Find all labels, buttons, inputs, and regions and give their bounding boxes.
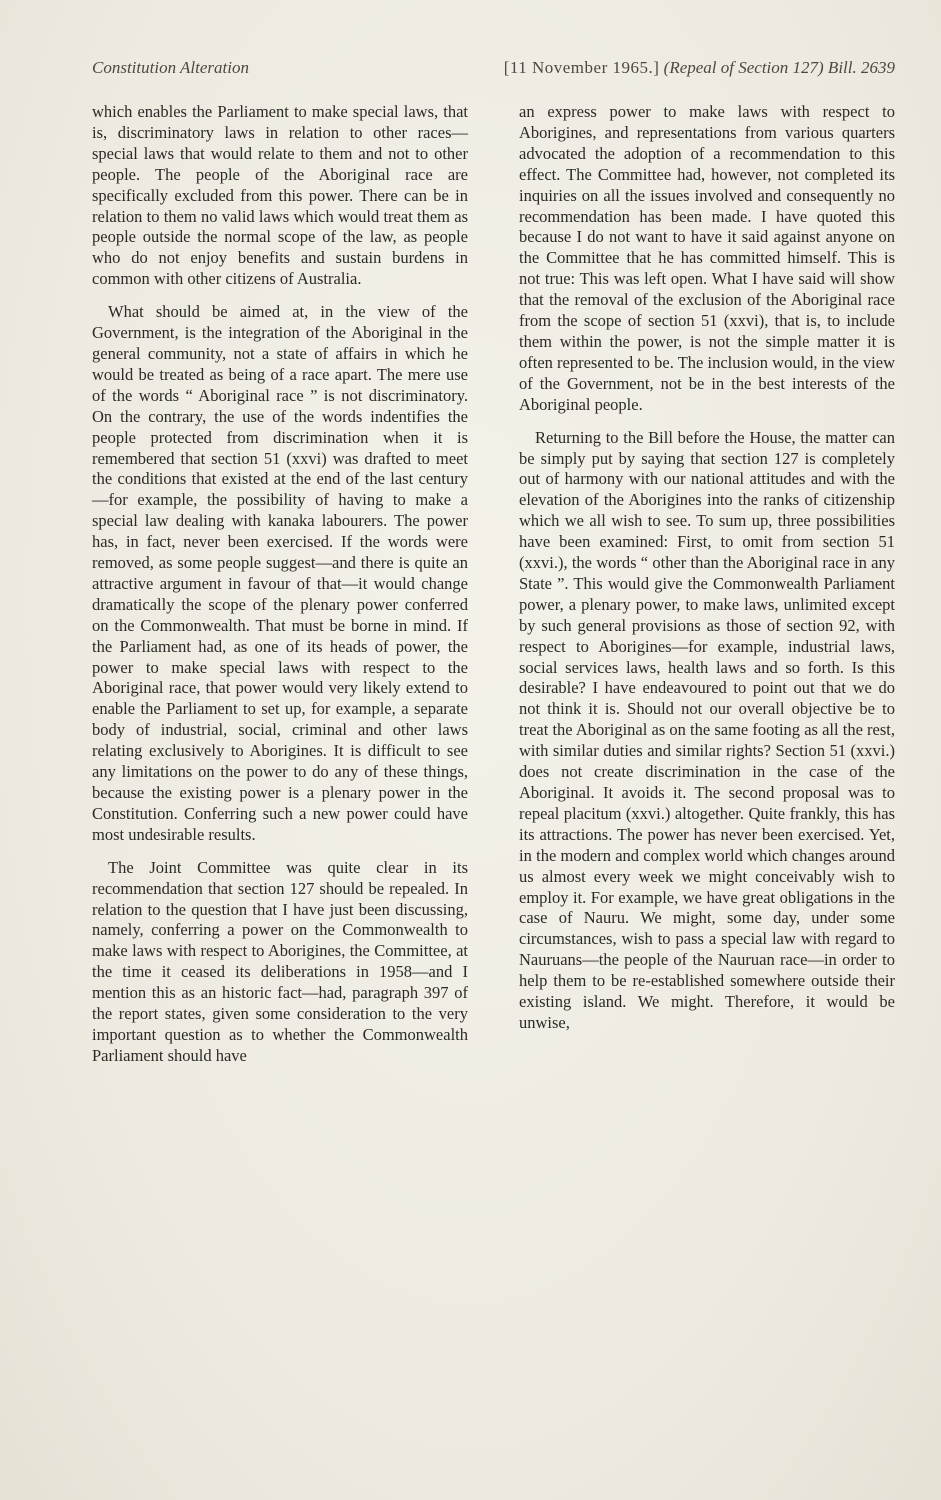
left-column <box>92 102 468 1077</box>
paragraph: What should be aimed at, in the view of the Government, is the integration of the Aboriginal in the general community, not a state of affairs in which he would be treated as being of a race apart. The mere use of the words “ Aboriginal race ” is not discriminatory. On the contrary, the use of the words indentifies the people protected from discrimination when it is remembered that section 51 (xxvi) was drafted to meet the conditions that existed at the end of the last century—for example, the possibility of having to make a special law dealing with kanaka labourers. The power has, in fact, never been exercised. If the words were removed, as some people suggest—and there is quite an attractive argument in favour of that—it would change dramatically the scope of the plenary power conferred on the Commonwealth. That must be borne in mind. If the Parliament had, as one of its heads of power, the power to make special laws with respect to the Aboriginal race, that power would very likely extend to enable the Parliament to set up, for example, a separate body of industrial, social, criminal and other laws relating exclusively to Aborigines. It is difficult to see any limitations on the power to do any of these things, because the existing power is a plenary power in the Constitution. Conferring such a new power could have most undesirable results. <box>92 302 468 844</box>
paragraph: The Joint Committee was quite clear in its recommendation that section 127 should be repealed. In relation to the question that I have just been discussing, namely, conferring a power on the Commonwealth to make laws with respect to Aborigines, the Committee, at the time it ceased its deliberations in 1958—and I mention this as an historic fact—had, paragraph 397 of the report states, given some consideration to the very important question as to whether the Commonwealth Parliament should have <box>92 857 468 1065</box>
right-column <box>519 102 895 1077</box>
header-bill-page: (Repeal of Section 127) Bill. 2639 <box>663 58 895 77</box>
header-date: [11 November 1965.] <box>503 58 660 77</box>
running-header <box>92 58 895 88</box>
text-columns <box>92 102 895 1077</box>
paragraph: an express power to make laws with respect to Aborigines, and representations from various quarters advocated the adoption of a recommendation to this effect. The Committee had, however, not completed its inquiries on all the issues involved and consequently no recommendation has been made. I have quoted this because I do not want to have it said against anyone on the Committee that he has committed himself. This is not true: This was left open. What I have said will show that the removal of the exclusion of the Aboriginal race from the scope of section 51 (xxvi), that is, to include them within the power, is not the simple matter it is often represented to be. The inclusion would, in the view of the Government, not be in the best interests of the Aboriginal people. <box>519 102 895 414</box>
paragraph: which enables the Parliament to make special laws, that is, discriminatory laws in relation to other races—special laws that would relate to them and not to other people. The people of the Aboriginal race are specifically excluded from this power. There can be in relation to them no valid laws which would treat them as people outside the normal scope of the law, as people who do not enjoy benefits and sustain burdens in common with other citizens of Australia. <box>92 102 468 289</box>
header-bill-title: Constitution Alteration <box>92 58 249 77</box>
paragraph: Returning to the Bill before the House, the matter can be simply put by saying that section 127 is completely out of harmony with our national attitudes and with the elevation of the Aborigines into the ranks of citizenship which we all wish to see. To sum up, three possibilities have been examined: First, to omit from section 51 (xxvi.), the words “ other than the Aboriginal race in any State ”. This would give the Commonwealth Parliament power, a plenary power, to make laws, unlimited except by such general provisions as those of section 92, with respect to Aborigines—for example, industrial laws, social services laws, health laws and so forth. Is this desirable? I have endeavoured to point out that we do not think it is. Should not our overall objective be to treat the Aboriginal as on the same footing as all the rest, with similar duties and similar rights? Section 51 (xxvi.) does not create discrimination in the case of the Aboriginal. It avoids it. The second proposal was to repeal placitum (xxvi.) altogether. Quite frankly, this has its attractions. The power has never been exercised. Yet, in the modern and complex world which changes around us almost every week we might conceivably wish to employ it. For example, we have great obligations in the case of Nauru. We might, some day, under some circumstances, wish to pass a special law with regard to Nauruans—the people of the Nauruan race—in order to help them to be re-established somewhere outside their existing island. We might. Therefore, it would be unwise, <box>519 427 895 1032</box>
